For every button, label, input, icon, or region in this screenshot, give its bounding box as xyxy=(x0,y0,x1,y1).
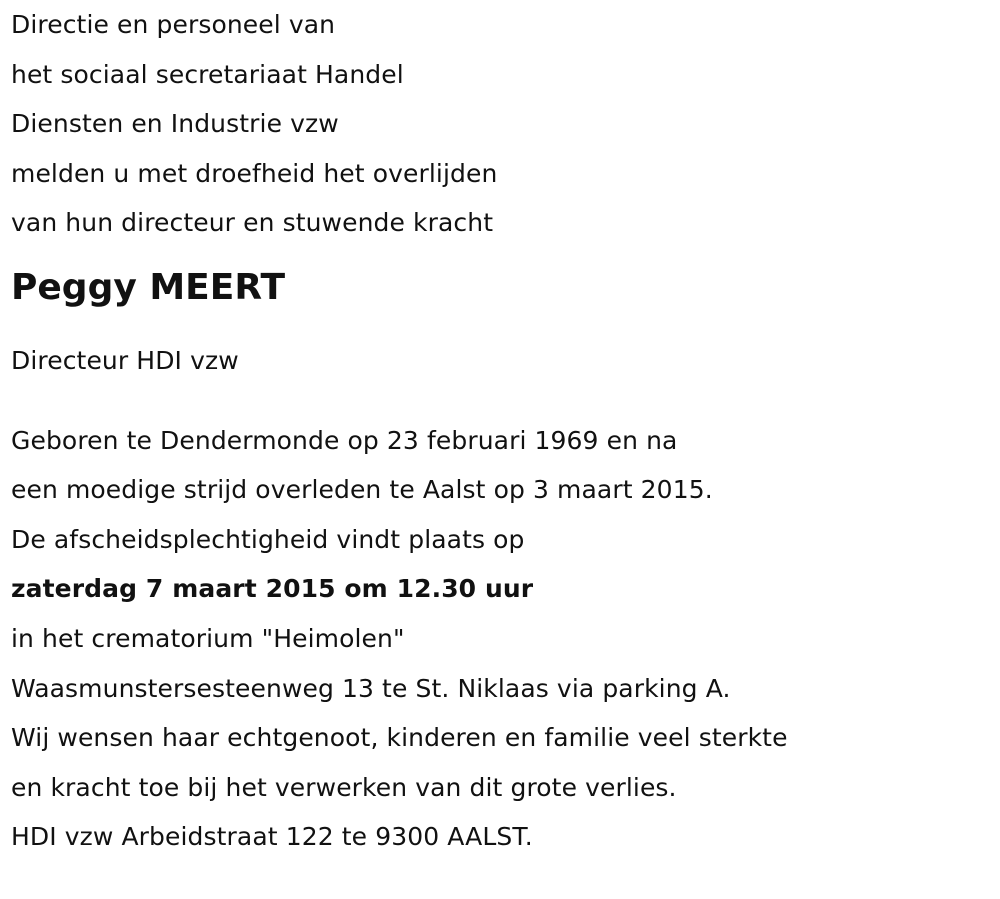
intro-block xyxy=(11,0,991,248)
detail-line: in het crematorium "Heimolen" xyxy=(11,623,405,653)
intro-line: melden u met droefheid het overlijden xyxy=(11,158,498,188)
death-notice xyxy=(11,0,991,862)
detail-line: De afscheidsplechtigheid vindt plaats op xyxy=(11,524,525,554)
detail-line: een moedige strijd overleden te Aalst op 3 maart 2015. xyxy=(11,475,713,505)
detail-line: Wij wensen haar echtgenoot, kinderen en familie veel sterkte xyxy=(11,723,788,753)
details-block xyxy=(11,416,991,862)
intro-line: het sociaal secretariaat Handel xyxy=(11,59,404,89)
address-line: HDI vzw Arbeidstraat 122 te 9300 AALST. xyxy=(11,822,533,852)
deceased-name: Peggy MEERT xyxy=(11,266,286,308)
detail-line: en kracht toe bij het verwerken van dit grote verlies. xyxy=(11,772,677,802)
intro-line: Diensten en Industrie vzw xyxy=(11,109,339,139)
detail-line: Waasmunstersesteenweg 13 te St. Niklaas via parking A. xyxy=(11,673,731,703)
role-line: Directeur HDI vzw xyxy=(11,345,239,375)
detail-line: Geboren te Dendermonde op 23 februari 1969 en na xyxy=(11,425,678,455)
intro-line: Directie en personeel van xyxy=(11,10,336,39)
ceremony-datetime: zaterdag 7 maart 2015 om 12.30 uur xyxy=(11,574,534,604)
intro-line: van hun directeur en stuwende kracht xyxy=(11,208,494,238)
